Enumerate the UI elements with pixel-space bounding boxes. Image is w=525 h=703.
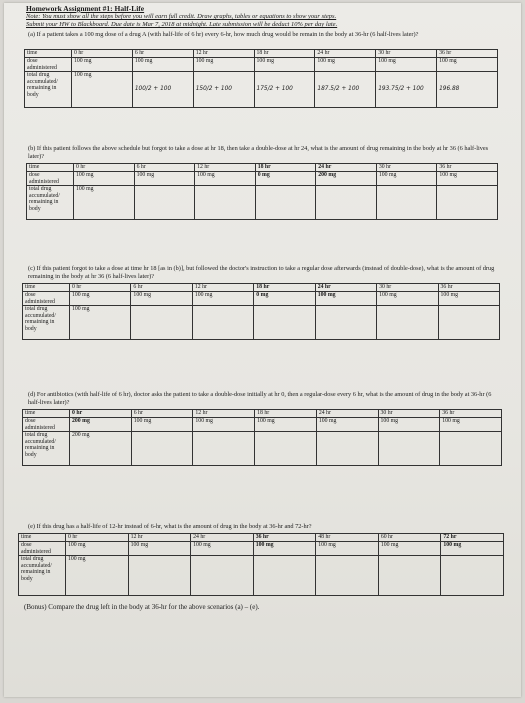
time-cell: 24 hr — [316, 410, 378, 418]
dose-cell: 100 mg — [376, 172, 437, 186]
time-cell: 0 hr — [66, 534, 129, 542]
total-cell — [255, 186, 316, 220]
time-cell: 30 hr — [378, 410, 440, 418]
row-label-total: total drug accumulated/ remaining in body — [23, 432, 70, 466]
question-d: (d) For antibiotics (with half-life of 6 hr), doctor asks the patient to take a double-dose initially at hr 0, then a regular-dose every 6 hr, what is the amount of drug in the body at 36-hr (6 half-lives later)? — [28, 391, 492, 406]
time-cell: 6 hr — [131, 410, 193, 418]
dose-cell: 100 mg — [437, 58, 498, 72]
row-label-total: total drug accumulated/ remaining in body — [27, 186, 74, 220]
time-cell: 0 hr — [72, 50, 133, 58]
time-cell: 30 hr — [377, 284, 438, 292]
dose-cell: 100 mg — [316, 542, 379, 556]
header — [26, 5, 496, 29]
time-cell: 30 hr — [376, 164, 437, 172]
total-cell — [134, 186, 195, 220]
row-label-time: time — [23, 410, 70, 418]
total-cell: 100 mg — [72, 72, 133, 108]
instructions-note: Note: You must show all the steps before you will earn full credit. Draw graphs, tables or equations to show your steps. — [26, 13, 337, 20]
time-cell: 24 hr — [315, 284, 376, 292]
dose-cell: 100 mg — [376, 58, 437, 72]
time-cell: 36 hr — [440, 410, 502, 418]
dose-cell: 100 mg — [74, 172, 135, 186]
time-cell: 6 hr — [134, 164, 195, 172]
total-cell — [377, 306, 438, 340]
time-cell: 18 hr — [254, 50, 315, 58]
dose-cell: 100 mg — [193, 58, 254, 72]
handwritten-answer: 175/2 + 100 — [254, 72, 315, 108]
question-c: (c) If this patient forgot to take a dose at time hr 18 [as in (b)], but followed the doctor's instruction to take a regular dose afterwards (instead of double-dose), what is the amount of drug remaining in the body at hr 36 (6 half-lives later)? — [28, 265, 495, 280]
dose-cell: 100 mg — [128, 542, 191, 556]
assignment-title: Homework Assignment #1: Half-Life — [26, 4, 145, 13]
total-cell — [193, 432, 255, 466]
time-cell: 0 hr — [70, 410, 132, 418]
total-cell — [440, 432, 502, 466]
time-cell: 12 hr — [128, 534, 191, 542]
submission-note: Submit your HW to Blackboard. Due date is Mar 7, 2018 at midnight. Late submission will be deduct 10% per day late. — [26, 21, 338, 28]
dose-cell: 100 mg — [437, 172, 498, 186]
homework-sheet — [4, 3, 521, 697]
time-cell: 12 hr — [193, 50, 254, 58]
table-d — [22, 409, 502, 466]
handwritten-answer: 187.5/2 + 100 — [315, 72, 376, 108]
row-label-dose: dose administered — [23, 292, 70, 306]
total-cell — [254, 306, 315, 340]
handwritten-answer: 150/2 + 100 — [193, 72, 254, 108]
table-c — [22, 283, 500, 340]
row-label-total: total drug accumulated/ remaining in body — [25, 72, 72, 108]
total-cell — [376, 186, 437, 220]
dose-cell: 100 mg — [254, 58, 315, 72]
time-cell: 24 hr — [316, 164, 377, 172]
time-cell: 0 hr — [70, 284, 131, 292]
dose-cell: 100 mg — [193, 418, 255, 432]
total-cell — [316, 432, 378, 466]
table-a — [24, 49, 498, 108]
handwritten-answer: 193.75/2 + 100 — [376, 72, 437, 108]
time-cell: 36 hr — [253, 534, 316, 542]
time-cell: 24 hr — [315, 50, 376, 58]
time-cell: 12 hr — [193, 410, 255, 418]
dose-cell: 100 mg — [255, 418, 317, 432]
dose-cell: 100 mg — [132, 58, 193, 72]
dose-cell: 100 mg — [315, 292, 376, 306]
bonus-question: (Bonus) Compare the drug left in the body at 36-hr for the above scenarios (a) – (e). — [24, 603, 260, 611]
time-cell: 6 hr — [132, 50, 193, 58]
total-cell — [378, 432, 440, 466]
dose-cell: 0 mg — [254, 292, 315, 306]
time-cell: 36 hr — [438, 284, 499, 292]
total-cell — [192, 306, 253, 340]
dose-cell: 100 mg — [253, 542, 316, 556]
row-label-total: total drug accumulated/ remaining in body — [19, 556, 66, 596]
row-label-dose: dose administered — [25, 58, 72, 72]
dose-cell: 100 mg — [316, 418, 378, 432]
total-cell — [253, 556, 316, 596]
dose-cell: 100 mg — [72, 58, 133, 72]
time-cell: 30 hr — [376, 50, 437, 58]
dose-cell: 100 mg — [66, 542, 129, 556]
row-label-time: time — [19, 534, 66, 542]
handwritten-answer: 100/2 + 100 — [132, 72, 193, 108]
total-cell — [128, 556, 191, 596]
question-a: (a) If a patient takes a 100 mg dose of a drug A (with half-life of 6 hr) every 6-hr, how much drug would be remain in the body at 36-hr (6 half-lives later)? — [28, 31, 419, 38]
time-cell: 72 hr — [441, 534, 504, 542]
table-b — [26, 163, 498, 220]
total-cell — [195, 186, 256, 220]
row-label-dose: dose administered — [27, 172, 74, 186]
row-label-total: total drug accumulated/ remaining in body — [23, 306, 70, 340]
time-cell: 12 hr — [195, 164, 256, 172]
row-label-time: time — [25, 50, 72, 58]
dose-cell: 100 mg — [378, 418, 440, 432]
time-cell: 60 hr — [378, 534, 441, 542]
dose-cell: 200 mg — [70, 418, 132, 432]
time-cell: 48 hr — [316, 534, 379, 542]
time-cell: 24 hr — [191, 534, 254, 542]
row-label-dose: dose administered — [23, 418, 70, 432]
total-cell: 100 mg — [66, 556, 129, 596]
time-cell: 12 hr — [192, 284, 253, 292]
total-cell — [191, 556, 254, 596]
dose-cell: 100 mg — [131, 292, 192, 306]
row-label-dose: dose administered — [19, 542, 66, 556]
row-label-time: time — [27, 164, 74, 172]
dose-cell: 200 mg — [316, 172, 377, 186]
dose-cell: 100 mg — [131, 418, 193, 432]
question-b: (b) If this patient follows the above schedule but forgot to take a dose at hr 18, then take a double-dose at hr 24, what is the amount of drug remaining in the body at hr 36 (6 half-lives later)? — [28, 145, 489, 160]
time-cell: 6 hr — [131, 284, 192, 292]
handwritten-answer: 196.88 — [437, 72, 498, 108]
dose-cell: 100 mg — [315, 58, 376, 72]
time-cell: 36 hr — [437, 164, 498, 172]
total-cell — [441, 556, 504, 596]
total-cell — [131, 306, 192, 340]
dose-cell: 100 mg — [191, 542, 254, 556]
total-cell — [316, 186, 377, 220]
total-cell — [437, 186, 498, 220]
dose-cell: 100 mg — [195, 172, 256, 186]
time-cell: 36 hr — [437, 50, 498, 58]
dose-cell: 100 mg — [438, 292, 499, 306]
time-cell: 18 hr — [254, 284, 315, 292]
table-e — [18, 533, 504, 596]
total-cell: 100 mg — [74, 186, 135, 220]
dose-cell: 100 mg — [378, 542, 441, 556]
time-cell: 18 hr — [255, 410, 317, 418]
dose-cell: 100 mg — [192, 292, 253, 306]
dose-cell: 100 mg — [377, 292, 438, 306]
total-cell — [255, 432, 317, 466]
total-cell — [315, 306, 376, 340]
dose-cell: 100 mg — [440, 418, 502, 432]
total-cell: 100 mg — [70, 306, 131, 340]
total-cell — [438, 306, 499, 340]
dose-cell: 100 mg — [70, 292, 131, 306]
total-cell — [316, 556, 379, 596]
total-cell — [131, 432, 193, 466]
total-cell: 200 mg — [70, 432, 132, 466]
total-cell — [378, 556, 441, 596]
dose-cell: 0 mg — [255, 172, 316, 186]
time-cell: 18 hr — [255, 164, 316, 172]
row-label-time: time — [23, 284, 70, 292]
time-cell: 0 hr — [74, 164, 135, 172]
dose-cell: 100 mg — [134, 172, 195, 186]
dose-cell: 100 mg — [441, 542, 504, 556]
question-e: (e) If this drug has a half-life of 12-hr instead of 6-hr, what is the amount of drug in the body at 36-hr and 72-hr? — [28, 523, 312, 530]
